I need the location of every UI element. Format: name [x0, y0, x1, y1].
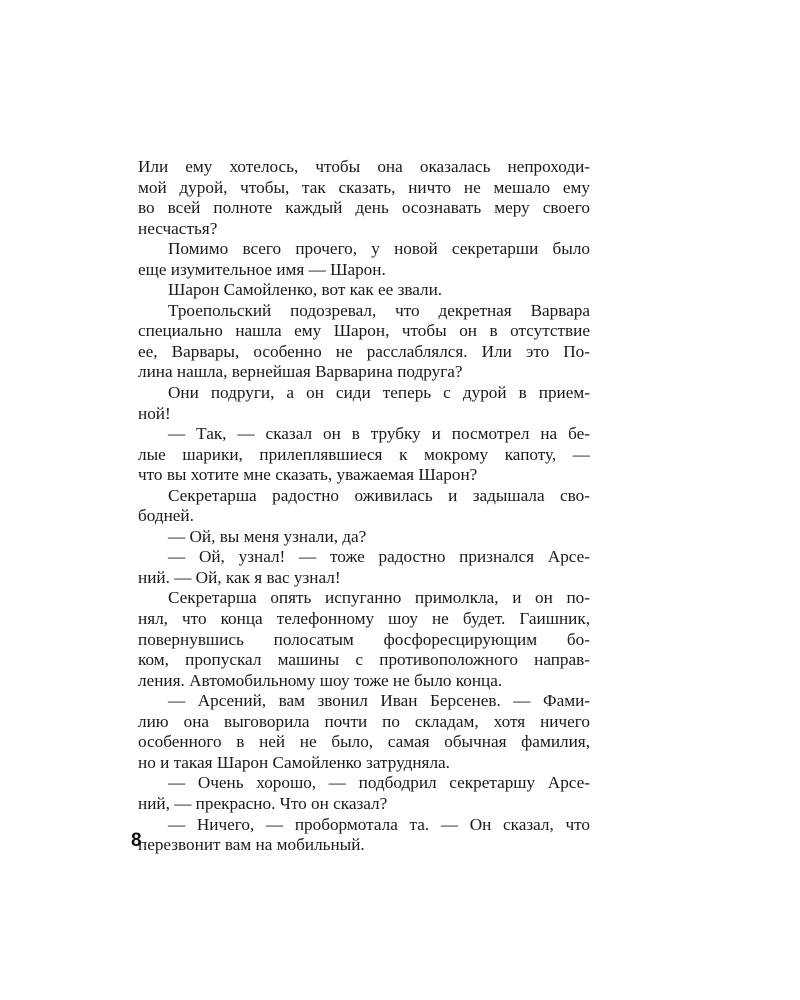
text-line: Секретарша радостно оживилась и задышала сво- [168, 485, 590, 505]
text-line: Троепольский подозревал, что декретная Варвара [168, 300, 590, 320]
text-line: ком, пропускал машины с противоположного направ- [138, 650, 590, 670]
text-line: что вы хотите мне сказать, уважаемая Шарон? [138, 465, 478, 485]
text-line: несчастья? [138, 218, 218, 238]
text-line: Секретарша опять испуганно примолкла, и он по- [168, 588, 590, 608]
text-line: лые шарики, прилеплявшиеся к мокрому капоту, — [138, 444, 590, 464]
text-line: во всей полноте каждый день осознавать меру своего [138, 198, 590, 218]
text-line: нял, что конца телефонному шоу не будет. Гаишник, [138, 609, 590, 629]
text-line: повернувшись полосатым фосфоресцирующим бо- [138, 629, 590, 649]
text-line: еще изумительное имя — Шарон. [138, 259, 386, 279]
text-line: мой дурой, чтобы, так сказать, ничто не мешало ему [138, 177, 590, 197]
text-line: но и такая Шарон Самойленко затрудняла. [138, 752, 450, 772]
text-line: — Так, — сказал он в трубку и посмотрел на бе- [168, 424, 590, 444]
text-line: — Арсений, вам звонил Иван Берсенев. — Фами- [168, 691, 590, 711]
text-line: лию она выговорила почти по складам, хотя ничего [138, 711, 590, 731]
page-number: 8 [131, 830, 142, 851]
text-line: — Ой, узнал! — тоже радостно признался Арсе- [168, 547, 590, 567]
text-line: ной! [138, 403, 171, 423]
text-line: — Очень хорошо, — подбодрил секретаршу Арсе- [168, 773, 590, 793]
text-line: Помимо всего прочего, у новой секретарши было [168, 239, 590, 259]
text-line: специально нашла ему Шарон, чтобы он в отсутствие [138, 321, 590, 341]
text-line: лина нашла, вернейшая Варварина подруга? [138, 362, 463, 382]
body-text [138, 157, 590, 856]
text-line: Шарон Самойленко, вот как ее звали. [168, 280, 443, 300]
text-line: бодней. [138, 506, 194, 526]
text-line: Они подруги, а он сиди теперь с дурой в прием- [168, 383, 590, 403]
text-line: ления. Автомобильному шоу тоже не было конца. [138, 670, 503, 690]
text-line: Или ему хотелось, чтобы она оказалась непроходи- [138, 157, 590, 176]
text-line: перезвонит вам на мобильный. [138, 835, 365, 855]
text-line: ний, — прекрасно. Что он сказал? [138, 793, 388, 813]
text-line: особенного в ней не было, самая обычная фамилия, [138, 732, 590, 752]
text-line: ее, Варвары, особенно не расслаблялся. Или это По- [138, 341, 590, 361]
text-line: — Ничего, — пробормотала та. — Он сказал, что [168, 814, 590, 834]
text-line: ний. — Ой, как я вас узнал! [138, 567, 341, 587]
text-line: — Ой, вы меня узнали, да? [168, 526, 367, 546]
